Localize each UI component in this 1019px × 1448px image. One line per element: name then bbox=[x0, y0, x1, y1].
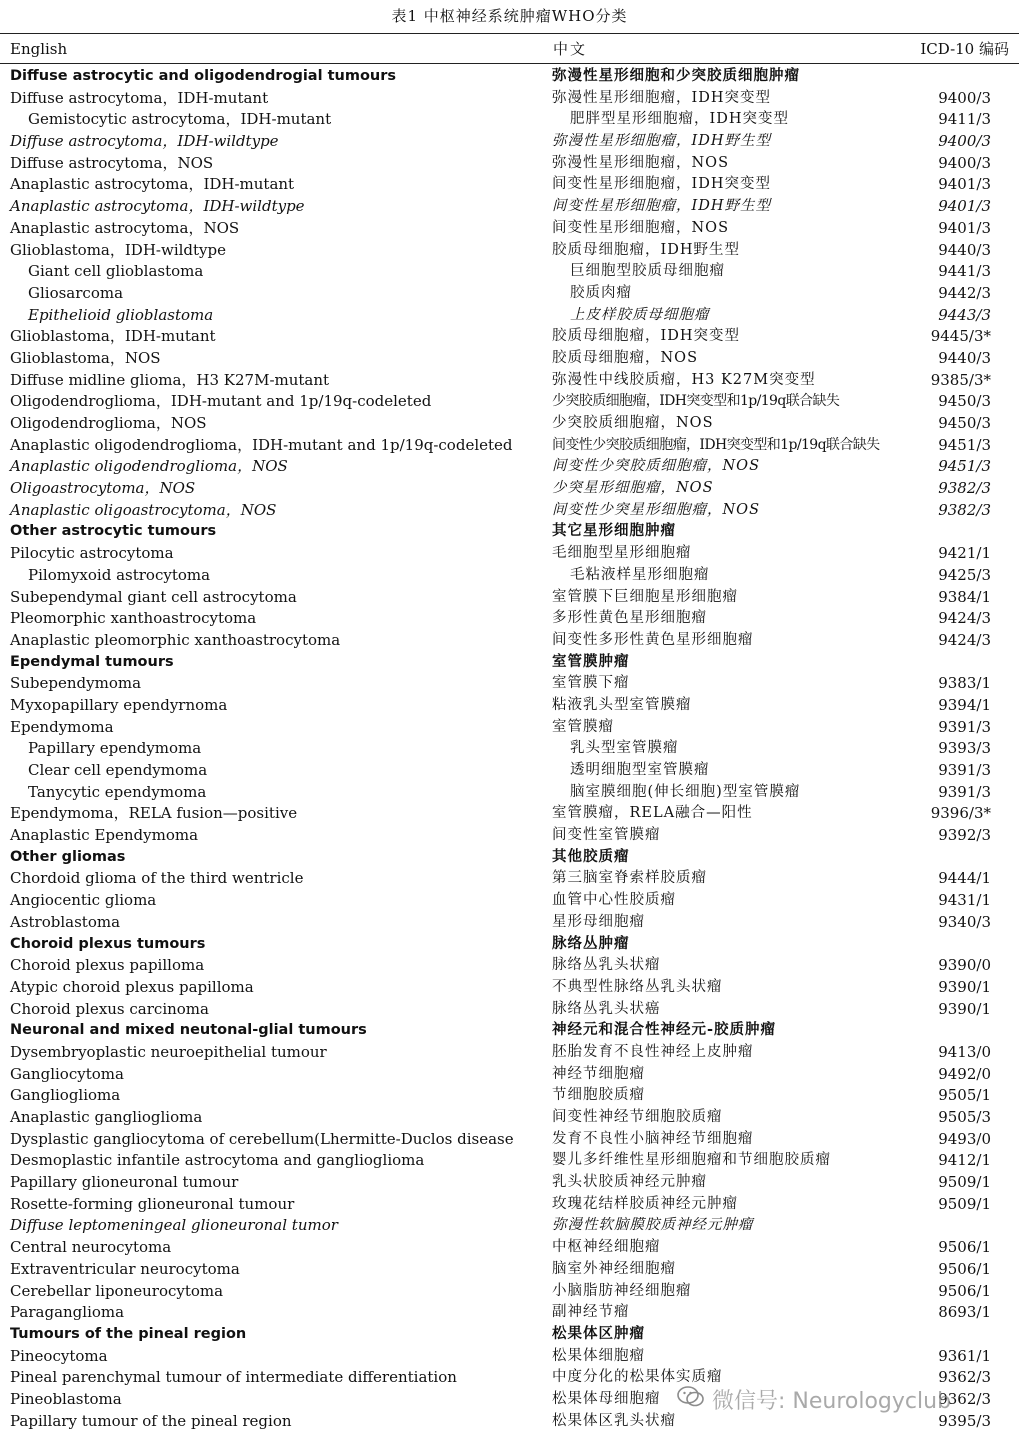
english-name: Glioblastoma，IDH-mutant bbox=[10, 327, 216, 346]
icd-code: 9440/3 bbox=[938, 348, 991, 367]
chinese-name: 松果体区肿瘤 bbox=[552, 1325, 645, 1342]
icd-code: 9411/3 bbox=[938, 110, 991, 129]
icd-code: 9424/3 bbox=[938, 609, 991, 628]
column-header-chinese: 中文 bbox=[553, 40, 588, 58]
english-name: Astroblastoma bbox=[10, 912, 121, 931]
icd-code: 9425/3 bbox=[938, 565, 991, 584]
column-header-english: English bbox=[10, 40, 68, 58]
icd-code: 9506/1 bbox=[938, 1281, 991, 1300]
table-row bbox=[0, 1259, 1019, 1281]
english-name: Pineoblastoma bbox=[10, 1389, 122, 1408]
english-name: Ependymoma，RELA fusion—positive bbox=[10, 804, 298, 823]
english-name: Glioblastoma，IDH-wildtype bbox=[10, 240, 226, 259]
chinese-name: 脉络丛乳头状瘤 bbox=[552, 957, 661, 974]
icd-code: 9394/1 bbox=[938, 695, 991, 714]
english-name: Choroid plexus carcinoma bbox=[10, 999, 209, 1018]
english-name: Cerebellar liponeurocytoma bbox=[10, 1281, 224, 1300]
table-row bbox=[0, 782, 1019, 804]
chinese-name: 弥漫性星形细胞瘤，IDH野生型 bbox=[552, 133, 771, 150]
table-row bbox=[0, 890, 1019, 912]
chinese-name: 间变性少突星形细胞瘤，NOS bbox=[552, 501, 761, 518]
chinese-name: 血管中心性胶质瘤 bbox=[552, 892, 676, 909]
chinese-name: 发育不良性小脑神经节细胞瘤 bbox=[552, 1130, 754, 1147]
chinese-name: 星形母细胞瘤 bbox=[552, 913, 645, 930]
table-row bbox=[0, 500, 1019, 522]
section-heading-row bbox=[0, 934, 1019, 956]
chinese-name: 中度分化的松果体实质瘤 bbox=[552, 1369, 723, 1386]
table-row bbox=[0, 543, 1019, 565]
table-row bbox=[0, 391, 1019, 413]
chinese-name: 少突胶质细胞瘤，IDH突变型和1p/19q联合缺失 bbox=[552, 393, 840, 410]
chinese-name: 玫瑰花结样胶质神经元肿瘤 bbox=[552, 1195, 738, 1212]
chinese-name: 弥漫性中线胶质瘤，H3 K27M突变型 bbox=[552, 371, 816, 388]
icd-code: 9391/3 bbox=[938, 782, 991, 801]
chinese-name: 间变性神经节细胞胶质瘤 bbox=[552, 1109, 723, 1125]
icd-code: 9340/3 bbox=[938, 912, 991, 931]
chinese-name: 粘液乳头型室管膜瘤 bbox=[552, 696, 692, 713]
section-heading-row bbox=[0, 1020, 1019, 1042]
chinese-name: 小脑脂肪神经细胞瘤 bbox=[552, 1282, 692, 1299]
english-name: Pleomorphic xanthoastrocytoma bbox=[10, 609, 257, 628]
table-row bbox=[0, 738, 1019, 760]
icd-code: 9392/3 bbox=[938, 826, 991, 845]
chinese-name: 间变性星形细胞瘤，IDH突变型 bbox=[552, 176, 771, 193]
watermark-text: 微信号: Neurologyclub bbox=[712, 1389, 952, 1414]
icd-code: 9440/3 bbox=[938, 240, 991, 259]
chinese-name: 毛粘液样星形细胞瘤 bbox=[570, 566, 710, 583]
english-name: Giant cell glioblastoma bbox=[28, 262, 204, 281]
english-name: Ganglioglioma bbox=[10, 1086, 121, 1105]
chinese-name: 副神经节瘤 bbox=[552, 1304, 630, 1321]
chinese-name: 脑室外神经细胞瘤 bbox=[552, 1260, 676, 1277]
icd-code: 9424/3 bbox=[938, 630, 991, 649]
table-row bbox=[0, 1064, 1019, 1086]
column-header-row bbox=[0, 37, 1019, 61]
english-name: Oligodendroglioma，NOS bbox=[10, 414, 207, 432]
chinese-name: 肥胖型星形细胞瘤，IDH突变型 bbox=[570, 111, 789, 128]
table-row bbox=[0, 825, 1019, 847]
chinese-name: 室管膜下巨细胞星形细胞瘤 bbox=[552, 588, 738, 605]
section-heading-row bbox=[0, 652, 1019, 674]
chinese-name: 其它星形细胞肿瘤 bbox=[552, 523, 676, 540]
chinese-name: 巨细胞型胶质母细胞瘤 bbox=[570, 263, 725, 280]
english-name: Rosette-forming glioneuronal tumour bbox=[10, 1194, 295, 1213]
english-name: Ependymal tumours bbox=[10, 653, 174, 670]
chinese-name: 室管膜肿瘤 bbox=[552, 653, 630, 670]
icd-code: 9361/1 bbox=[938, 1346, 991, 1365]
chinese-name: 透明细胞型室管膜瘤 bbox=[570, 762, 710, 778]
english-name: Clear cell ependymoma bbox=[28, 761, 208, 779]
english-name: Dysplastic gangliocytoma of cerebellum(Lhermitte-Duclos disease bbox=[10, 1129, 514, 1148]
icd-code: 9391/3 bbox=[938, 761, 991, 779]
english-name: Papillary tumour of the pineal region bbox=[10, 1411, 292, 1430]
english-name: Anaplastic astrocytoma，IDH-mutant bbox=[10, 175, 295, 194]
table-row bbox=[0, 88, 1019, 110]
table-row bbox=[0, 1346, 1019, 1368]
table-row bbox=[0, 435, 1019, 457]
icd-code: 9441/3 bbox=[938, 262, 991, 281]
column-header-icd: ICD-10 编码 bbox=[920, 40, 1009, 58]
english-name: Choroid plexus papilloma bbox=[10, 956, 205, 975]
table-row bbox=[0, 760, 1019, 782]
english-name: Choroid plexus tumours bbox=[10, 935, 206, 952]
table-row bbox=[0, 326, 1019, 348]
chinese-name: 弥漫性软脑膜胶质神经元肿瘤 bbox=[552, 1217, 754, 1234]
chinese-name: 其他胶质瘤 bbox=[552, 848, 630, 865]
top-rule bbox=[0, 33, 1019, 34]
table-row bbox=[0, 174, 1019, 196]
table-row bbox=[0, 1194, 1019, 1216]
icd-code: 9506/1 bbox=[938, 1259, 991, 1278]
english-name: Ependymoma bbox=[10, 717, 114, 736]
english-name: Diffuse astrocytoma，NOS bbox=[10, 153, 214, 172]
icd-code: 9443/3 bbox=[938, 305, 991, 324]
icd-code: 9390/0 bbox=[938, 956, 991, 975]
icd-code: 9382/3 bbox=[938, 500, 991, 519]
chinese-name: 室管膜瘤，RELA融合—阳性 bbox=[552, 805, 753, 822]
header-rule bbox=[0, 63, 1019, 64]
english-name: Papillary glioneuronal tumour bbox=[10, 1173, 239, 1192]
section-heading-row bbox=[0, 66, 1019, 88]
icd-code: 9493/0 bbox=[938, 1129, 991, 1148]
table-row bbox=[0, 955, 1019, 977]
chinese-name: 室管膜下瘤 bbox=[552, 675, 630, 692]
icd-code: 9362/3 bbox=[938, 1368, 991, 1387]
chinese-name: 弥漫性星形细胞和少突胶质细胞肿瘤 bbox=[552, 68, 800, 84]
english-name: Myxopapillary ependyrnoma bbox=[10, 695, 228, 714]
table-row bbox=[0, 977, 1019, 999]
table-row bbox=[0, 587, 1019, 609]
chinese-name: 婴儿多纤维性星形细胞瘤和节细胞胶质瘤 bbox=[552, 1152, 831, 1169]
chinese-name: 松果体细胞瘤 bbox=[552, 1347, 645, 1364]
section-heading-row bbox=[0, 1324, 1019, 1346]
table-row bbox=[0, 1281, 1019, 1303]
english-name: Angiocentic glioma bbox=[10, 891, 157, 910]
chinese-name: 松果体区乳头状瘤 bbox=[552, 1412, 676, 1429]
english-name: Atypic choroid plexus papilloma bbox=[10, 977, 254, 996]
english-name: Dysembryoplastic neuroepithelial tumour bbox=[10, 1042, 327, 1061]
table-row bbox=[0, 717, 1019, 739]
icd-code: 9391/3 bbox=[938, 717, 991, 736]
english-name: Diffuse astrocytic and oligodendrogial tumours bbox=[10, 68, 397, 84]
table-row bbox=[0, 196, 1019, 218]
english-name: Oligoastrocytoma，NOS bbox=[10, 479, 196, 498]
icd-code: 9384/1 bbox=[938, 587, 991, 606]
icd-code: 9509/1 bbox=[938, 1194, 991, 1213]
chinese-name: 胶质母细胞瘤，IDH突变型 bbox=[552, 328, 740, 345]
english-name: Anaplastic astrocytoma，NOS bbox=[10, 218, 240, 237]
table-row bbox=[0, 413, 1019, 435]
table-row bbox=[0, 153, 1019, 175]
english-name: Neuronal and mixed neutonal-glial tumours bbox=[10, 1022, 367, 1039]
table-row bbox=[0, 1129, 1019, 1151]
english-name: Diffuse astrocytoma，IDH-mutant bbox=[10, 88, 269, 107]
icd-code: 9451/3 bbox=[938, 457, 991, 476]
chinese-name: 脉络丛肿瘤 bbox=[552, 935, 630, 952]
english-name: Pilocytic astrocytoma bbox=[10, 544, 174, 563]
table-row bbox=[0, 478, 1019, 500]
table-row bbox=[0, 1042, 1019, 1064]
icd-code: 9505/1 bbox=[938, 1086, 991, 1105]
icd-code: 9400/3 bbox=[938, 153, 991, 172]
table-row bbox=[0, 1150, 1019, 1172]
chinese-name: 间变性少突胶质细胞瘤，NOS bbox=[552, 458, 761, 475]
table-row bbox=[0, 1237, 1019, 1259]
table-row bbox=[0, 218, 1019, 240]
chinese-name: 间变性室管膜瘤 bbox=[552, 827, 661, 844]
section-heading-row bbox=[0, 521, 1019, 543]
icd-code: 9383/1 bbox=[938, 674, 991, 693]
chinese-name: 神经节细胞瘤 bbox=[552, 1065, 645, 1082]
table-row bbox=[0, 348, 1019, 370]
english-name: Anaplastic oligodendroglioma，IDH-mutant and 1p/19q-codeleted bbox=[10, 435, 513, 454]
english-name: Pineal parenchymal tumour of intermediate differentiation bbox=[10, 1368, 457, 1387]
table-row bbox=[0, 283, 1019, 305]
english-name: Epithelioid glioblastoma bbox=[28, 305, 214, 324]
table-row bbox=[0, 673, 1019, 695]
chinese-name: 多形性黄色星形细胞瘤 bbox=[552, 610, 707, 627]
icd-code: 9401/3 bbox=[938, 197, 991, 216]
icd-code: 9400/3 bbox=[938, 88, 991, 107]
table-row bbox=[0, 305, 1019, 327]
chinese-name: 第三脑室脊索样胶质瘤 bbox=[552, 870, 707, 887]
chinese-name: 弥漫性星形细胞瘤，NOS bbox=[552, 154, 730, 171]
table-row bbox=[0, 1172, 1019, 1194]
icd-code: 9385/3* bbox=[930, 370, 991, 389]
english-name: Paraganglioma bbox=[10, 1303, 125, 1322]
icd-code: 9390/1 bbox=[938, 999, 991, 1018]
chinese-name: 乳头型室管膜瘤 bbox=[570, 740, 679, 757]
table-row bbox=[0, 1215, 1019, 1237]
english-name: Anaplastic Ependymoma bbox=[10, 826, 199, 845]
english-name: Central neurocytoma bbox=[10, 1238, 172, 1257]
table-caption: 表1 中枢神经系统肿瘤WHO分类 bbox=[391, 7, 628, 25]
english-name: Chordoid glioma of the third wentricle bbox=[10, 869, 304, 888]
english-name: Tumours of the pineal region bbox=[10, 1325, 247, 1342]
english-name: Anaplastic pleomorphic xanthoastrocytoma bbox=[10, 630, 341, 649]
english-name: Other gliomas bbox=[10, 848, 126, 865]
chinese-name: 不典型性脉络丛乳头状瘤 bbox=[552, 978, 723, 995]
english-name: Tanycytic ependymoma bbox=[28, 782, 207, 801]
chinese-name: 脉络丛乳头状癌 bbox=[552, 1000, 661, 1017]
english-name: Papillary ependymoma bbox=[28, 739, 202, 758]
english-name: Gangliocytoma bbox=[10, 1064, 124, 1083]
table-row bbox=[0, 695, 1019, 717]
chinese-name: 少突星形细胞瘤，NOS bbox=[552, 480, 714, 497]
icd-code: 9450/3 bbox=[938, 414, 991, 432]
english-name: Pineocytoma bbox=[10, 1346, 108, 1365]
english-name: Anaplastic oligodendroglioma，NOS bbox=[10, 457, 288, 476]
english-name: Anaplastic oligoastrocytoma，NOS bbox=[10, 500, 277, 519]
chinese-name: 节细胞胶质瘤 bbox=[552, 1087, 645, 1104]
english-name: Desmoplastic infantile astrocytoma and ganglioglioma bbox=[10, 1151, 425, 1170]
icd-code: 9393/3 bbox=[938, 739, 991, 758]
chinese-name: 弥漫性星形细胞瘤，IDH突变型 bbox=[552, 89, 771, 106]
english-name: Anaplastic astrocytoma，IDH-wildtype bbox=[10, 197, 305, 216]
table-row bbox=[0, 370, 1019, 392]
chinese-name: 神经元和混合性神经元-胶质肿瘤 bbox=[552, 1022, 777, 1039]
table-row bbox=[0, 999, 1019, 1021]
icd-code: 9401/3 bbox=[938, 175, 991, 194]
classification-table-body bbox=[0, 66, 1019, 1432]
icd-code: 9431/1 bbox=[938, 891, 991, 910]
chinese-name: 间变性星形细胞瘤，IDH野生型 bbox=[552, 198, 771, 215]
icd-code: 9445/3* bbox=[930, 327, 991, 346]
english-name: Subependymal giant cell astrocytoma bbox=[10, 587, 297, 606]
table-row bbox=[0, 109, 1019, 131]
icd-code: 9401/3 bbox=[938, 218, 991, 237]
icd-code: 9421/1 bbox=[938, 544, 991, 563]
icd-code: 9412/1 bbox=[938, 1151, 991, 1170]
chinese-name: 胶质肉瘤 bbox=[570, 284, 632, 301]
icd-code: 9413/0 bbox=[938, 1042, 991, 1061]
table-row bbox=[0, 456, 1019, 478]
chinese-name: 间变性少突胶质细胞瘤，IDH突变型和1p/19q联合缺失 bbox=[552, 436, 880, 453]
table-row bbox=[0, 868, 1019, 890]
section-heading-row bbox=[0, 847, 1019, 869]
chinese-name: 中枢神经细胞瘤 bbox=[552, 1239, 661, 1256]
table-row bbox=[0, 565, 1019, 587]
chinese-name: 胶质母细胞瘤，IDH野生型 bbox=[552, 241, 740, 258]
icd-code: 9505/3 bbox=[938, 1108, 991, 1126]
icd-code: 9442/3 bbox=[938, 283, 991, 302]
icd-code: 9396/3* bbox=[930, 804, 991, 823]
chinese-name: 胚胎发育不良性神经上皮肿瘤 bbox=[552, 1043, 754, 1060]
watermark bbox=[676, 1384, 951, 1416]
english-name: Diffuse astrocytoma，IDH-wildtype bbox=[10, 132, 279, 151]
english-name: Diffuse leptomeningeal glioneuronal tumor bbox=[10, 1216, 338, 1235]
wechat-icon bbox=[676, 1384, 706, 1420]
english-name: Subependymoma bbox=[10, 674, 142, 693]
chinese-name: 脑室膜细胞(伸长细胞)型室管膜瘤 bbox=[570, 783, 801, 800]
chinese-name: 上皮样胶质母细胞瘤 bbox=[570, 306, 710, 323]
english-name: Oligodendroglioma，IDH-mutant and 1p/19q-codeleted bbox=[10, 392, 432, 411]
table-row bbox=[0, 261, 1019, 283]
english-name: Glioblastoma，NOS bbox=[10, 348, 161, 367]
table-row bbox=[0, 1302, 1019, 1324]
chinese-name: 少突胶质细胞瘤，NOS bbox=[552, 415, 714, 431]
english-name: Other astrocytic tumours bbox=[10, 523, 217, 540]
table-row bbox=[0, 1085, 1019, 1107]
english-name: Diffuse midline glioma，H3 K27M-mutant bbox=[10, 370, 330, 389]
icd-code: 9450/3 bbox=[938, 392, 991, 411]
icd-code: 9390/1 bbox=[938, 977, 991, 996]
table-row bbox=[0, 131, 1019, 153]
table-row bbox=[0, 803, 1019, 825]
icd-code: 9395/3 bbox=[938, 1411, 991, 1430]
icd-code: 9362/3 bbox=[938, 1389, 991, 1408]
chinese-name: 间变性多形性黄色星形细胞瘤 bbox=[552, 631, 754, 648]
chinese-name: 间变性星形细胞瘤，NOS bbox=[552, 219, 730, 236]
english-name: Gliosarcoma bbox=[28, 283, 124, 302]
english-name: Anaplastic ganglioglioma bbox=[10, 1108, 203, 1126]
chinese-name: 胶质母细胞瘤，NOS bbox=[552, 349, 699, 366]
table-row bbox=[0, 608, 1019, 630]
icd-code: 9444/1 bbox=[938, 869, 991, 888]
table-row bbox=[0, 912, 1019, 934]
icd-code: 9506/1 bbox=[938, 1238, 991, 1257]
icd-code: 9492/0 bbox=[938, 1064, 991, 1083]
icd-code: 9382/3 bbox=[938, 479, 991, 498]
table-row bbox=[0, 240, 1019, 262]
icd-code: 9400/3 bbox=[938, 132, 991, 151]
icd-code: 8693/1 bbox=[938, 1303, 991, 1322]
english-name: Gemistocytic astrocytoma，IDH-mutant bbox=[28, 110, 332, 129]
icd-code: 9451/3 bbox=[938, 435, 991, 454]
table-row bbox=[0, 1107, 1019, 1129]
table-row bbox=[0, 630, 1019, 652]
chinese-name: 乳头状胶质神经元肿瘤 bbox=[552, 1174, 707, 1191]
icd-code: 9509/1 bbox=[938, 1173, 991, 1192]
chinese-name: 室管膜瘤 bbox=[552, 718, 614, 735]
chinese-name: 松果体母细胞瘤 bbox=[552, 1390, 661, 1407]
chinese-name: 毛细胞型星形细胞瘤 bbox=[552, 545, 692, 562]
english-name: Extraventricular neurocytoma bbox=[10, 1259, 240, 1278]
english-name: Pilomyxoid astrocytoma bbox=[28, 565, 211, 584]
